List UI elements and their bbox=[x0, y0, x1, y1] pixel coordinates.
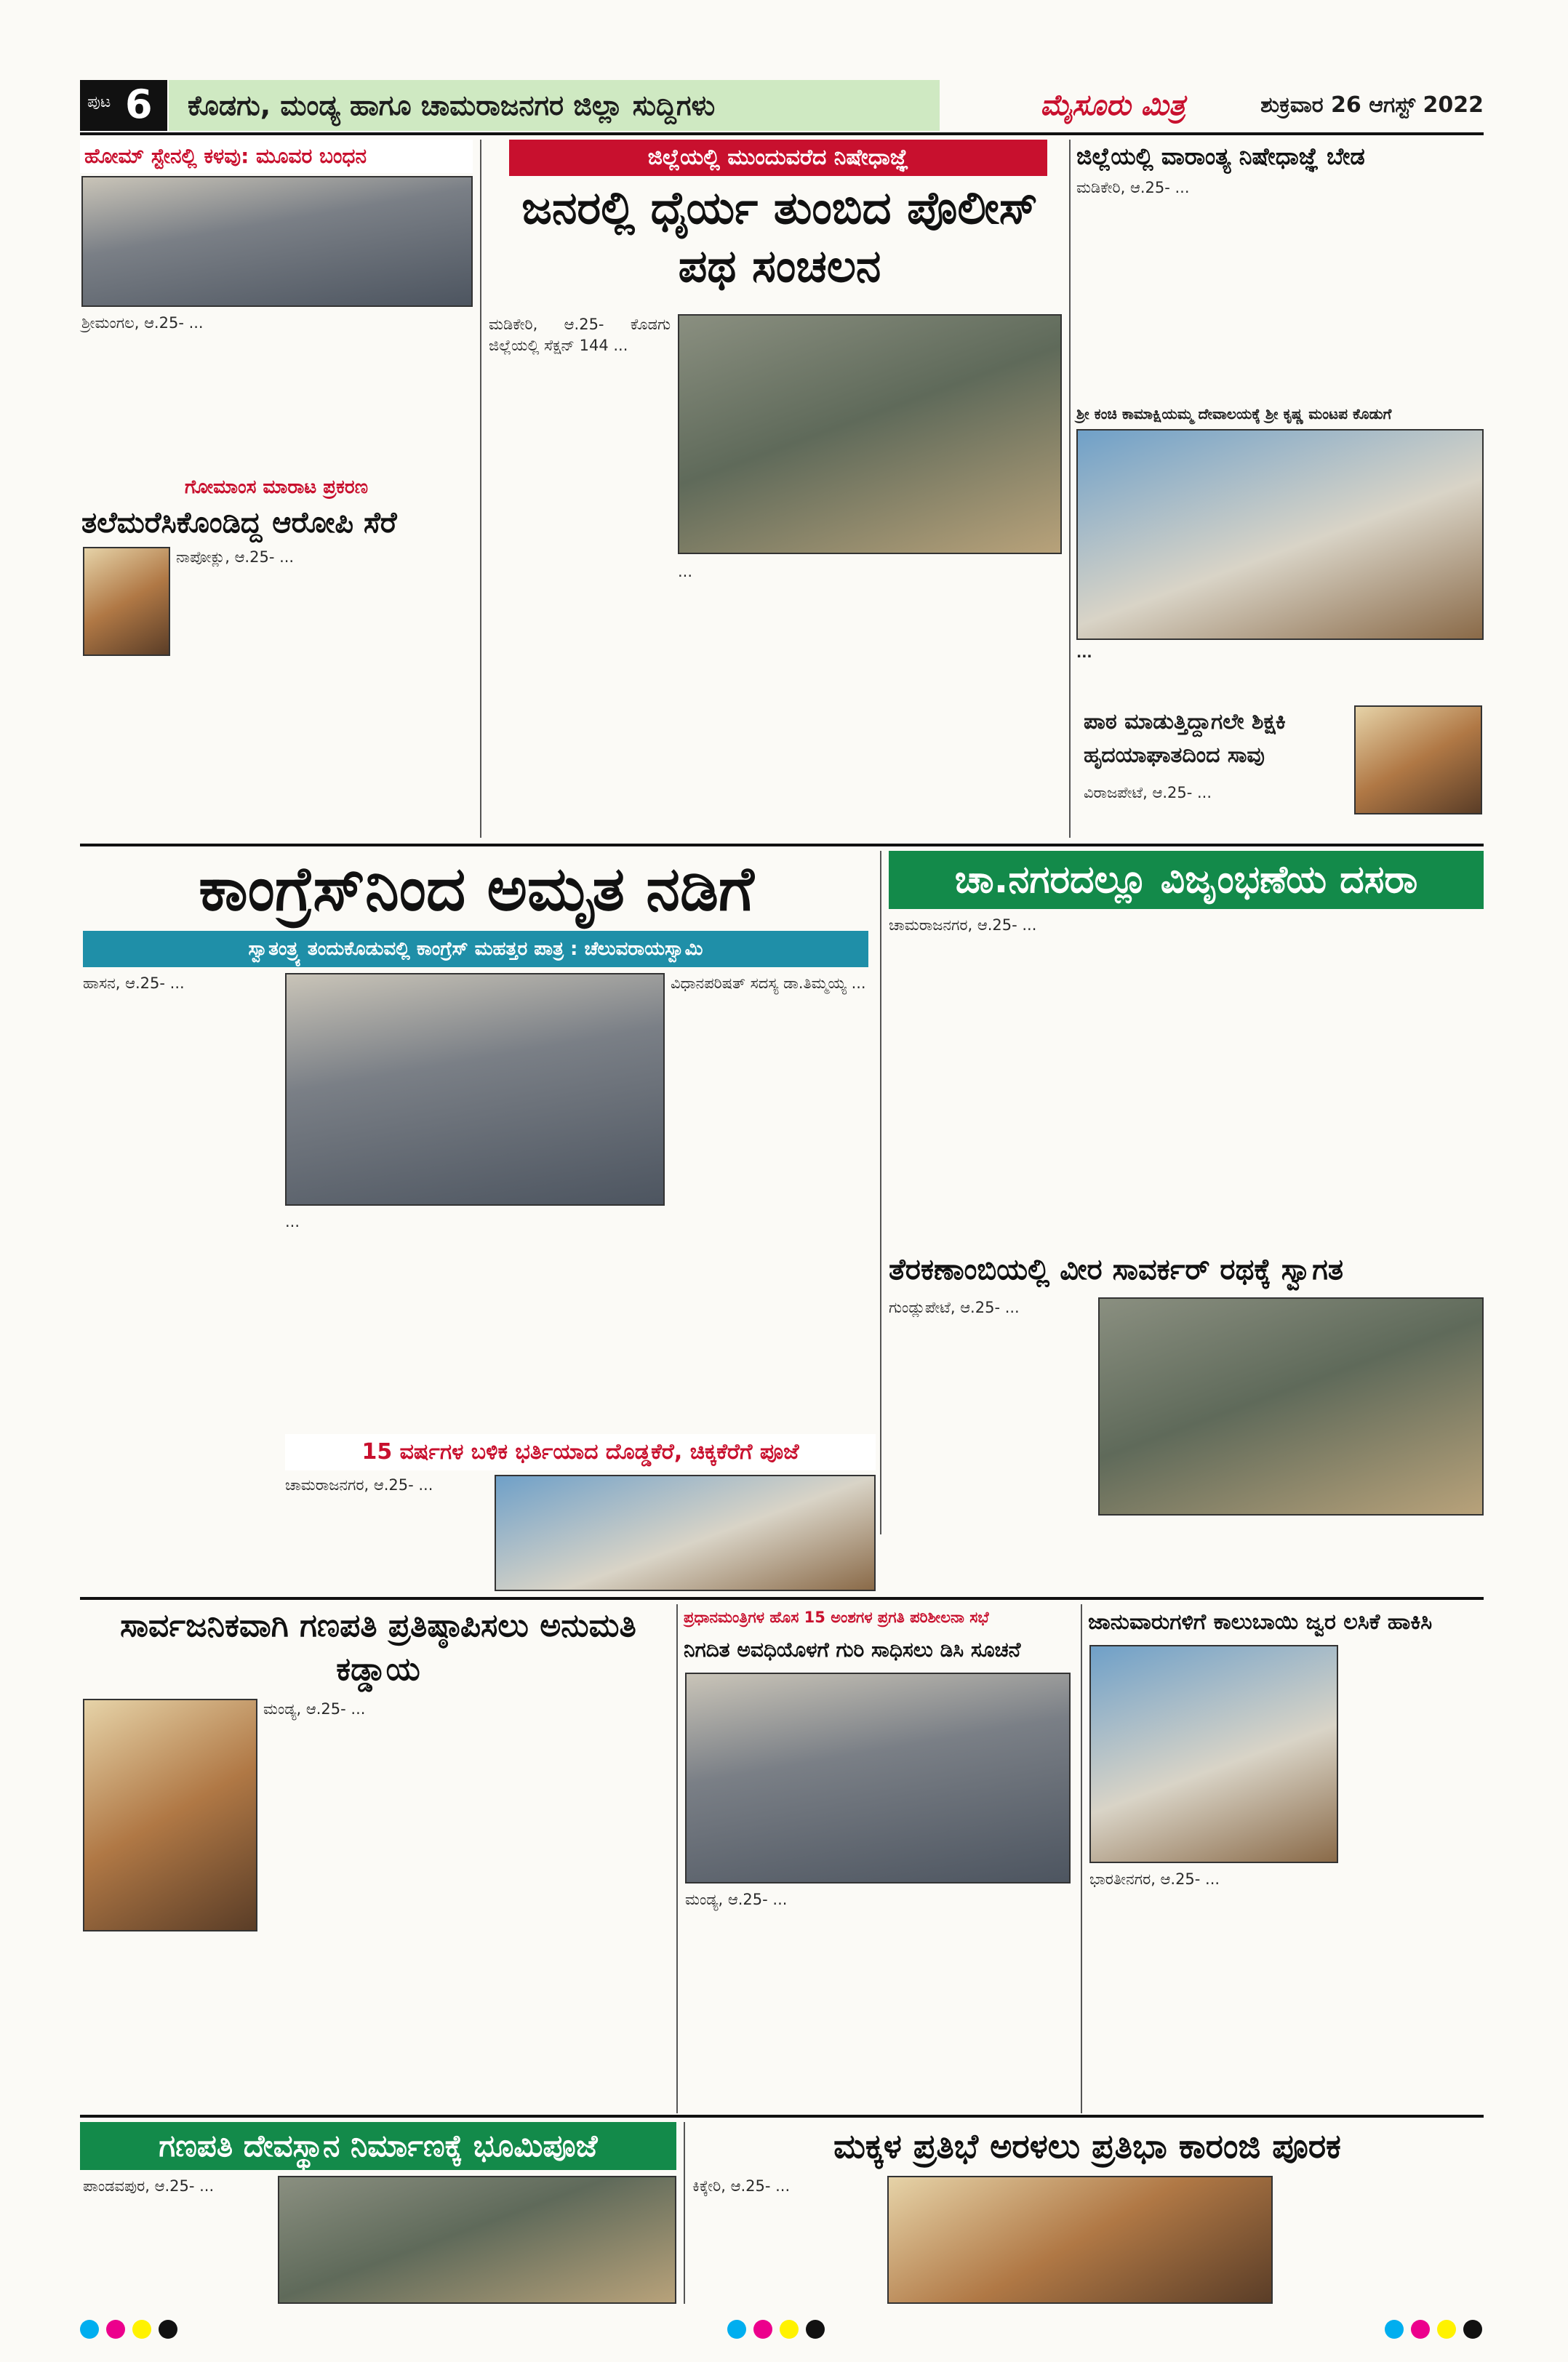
section-rule bbox=[80, 844, 1484, 846]
column-rule bbox=[684, 2122, 685, 2304]
homestay-photo bbox=[81, 176, 473, 307]
column-rule bbox=[1081, 1604, 1082, 2113]
dasara-body: ಚಾಮರಾಜನಗರ, ಆ.25- ... bbox=[889, 916, 1037, 934]
homestay-headline: ಹೋಮ್ ಸ್ಟೇನಲ್ಲಿ ಕಳವು: ಮೂವರ ಬಂಧನ bbox=[80, 140, 473, 173]
amrit-body-right: ವಿಧಾನಪರಿಷತ್ ಸದಸ್ಯ ಡಾ.ತಿಮ್ಮಯ್ಯ ... bbox=[671, 974, 866, 992]
beef-body: ನಾಪೋಕ್ಲು, ಆ.25- ... bbox=[176, 548, 295, 566]
temple-caption: ... bbox=[1076, 645, 1092, 661]
registration-dot bbox=[1437, 2320, 1456, 2339]
curfew-march-photo bbox=[678, 314, 1062, 554]
pm-kicker: ಪ್ರಧಾನಮಂತ್ರಿಗಳ ಹೊಸ 15 ಅಂಶಗಳ ಪ್ರಗತಿ ಪರಿಶೀಲನಾ ಸಭೆ bbox=[684, 1609, 989, 1626]
curfew-body-left: ಮಡಿಕೇರಿ, ಆ.25- ಕೊಡಗು ಜಿಲ್ಲೆಯಲ್ಲಿ ಸೆಕ್ಷನ್ 144 ... bbox=[489, 316, 676, 354]
amrit-subhead: ಸ್ವಾತಂತ್ರ್ಯ ತಂದುಕೊಡುವಲ್ಲಿ ಕಾಂಗ್ರೆಸ್ ಮಹತ್ತರ ಪಾತ್ರ : ಚೆಲುವರಾಯಸ್ವಾಮಿ bbox=[83, 931, 868, 967]
amrit-photo bbox=[285, 973, 665, 1206]
lumpy-body: ಭಾರತೀನಗರ, ಆ.25- ... bbox=[1089, 1870, 1220, 1888]
column-rule bbox=[1069, 140, 1071, 838]
curfew-headline: ಜನರಲ್ಲಿ ಧೈರ್ಯ ತುಂಬಿದ ಪೊಲೀಸ್ ಪಥ ಸಂಚಲನ bbox=[521, 181, 1038, 292]
temple-headline: ಶ್ರೀ ಕಂಚಿ ಕಾಮಾಕ್ಷಿಯಮ್ಮ ದೇವಾಲಯಕ್ಕೆ ಶ್ರೀ ಕೃಷ್ಣ ಮಂಟಪ ಕೊಡುಗೆ bbox=[1076, 405, 1392, 423]
registration-dot bbox=[1463, 2320, 1482, 2339]
beef-headline: ತಲೆಮರೆಸಿಕೊಂಡಿದ್ದ ಆರೋಪಿ ಸೆರೆ bbox=[81, 506, 397, 540]
teacher-body: ವಿರಾಜಪೇಟೆ, ಆ.25- ... bbox=[1084, 784, 1212, 801]
paper-name: ಮೈಸೂರು ಮಿತ್ರ bbox=[1040, 89, 1185, 122]
pm-body: ಮಂಡ್ಯ, ಆ.25- ... bbox=[685, 1891, 788, 1908]
registration-dot bbox=[132, 2320, 151, 2339]
ganapati-temple-body: ಪಾಂಡವಪುರ, ಆ.25- ... bbox=[83, 2177, 215, 2195]
registration-dot bbox=[159, 2320, 177, 2339]
lake-photo bbox=[495, 1475, 876, 1591]
pm-headline: ನಿಗದಿತ ಅವಧಿಯೊಳಗೆ ಗುರಿ ಸಾಧಿಸಲು ಡಿಸಿ ಸೂಚನೆ bbox=[684, 1638, 1021, 1662]
curfew-body-right: ... bbox=[678, 563, 693, 580]
column-rule bbox=[480, 140, 481, 838]
lake-headline: 15 ವರ್ಷಗಳ ಬಳಿಕ ಭರ್ತಿಯಾದ ದೊಡ್ಡಕೆರೆ, ಚಿಕ್ಕಕೆರೆಗೆ ಪೂಜೆ bbox=[285, 1434, 876, 1470]
savarkar-headline: ತೆರಕಣಾಂಬಿಯಲ್ಲಿ ವೀರ ಸಾವರ್ಕರ್ ರಥಕ್ಕೆ ಸ್ವಾಗತ bbox=[889, 1253, 1344, 1286]
ganapati-temple-photo bbox=[278, 2176, 676, 2304]
pratibha-body-right bbox=[1280, 2176, 1484, 2304]
temple-photo bbox=[1076, 429, 1484, 640]
registration-dot bbox=[1385, 2320, 1404, 2339]
pratibha-photo bbox=[887, 2176, 1273, 2304]
ganapati-temple-headline: ಗಣಪತಿ ದೇವಸ್ಥಾನ ನಿರ್ಮಾಣಕ್ಕೆ ಭೂಮಿಪೂಜೆ bbox=[80, 2122, 676, 2170]
lake-body: ಚಾಮರಾಜನಗರ, ಆ.25- ... bbox=[285, 1476, 433, 1494]
pm-meeting-photo bbox=[685, 1673, 1071, 1883]
beef-kicker: ಗೋಮಾಂಸ ಮಾರಾಟ ಪ್ರಕರಣ bbox=[184, 476, 369, 498]
masthead bbox=[80, 80, 1484, 132]
registration-dot bbox=[106, 2320, 125, 2339]
pratibha-headline: ಮಕ್ಕಳ ಪ್ರತಿಭೆ ಅರಳಲು ಪ್ರತಿಭಾ ಕಾರಂಜಿ ಪೂರಕ bbox=[833, 2126, 1341, 2166]
beef-accused-photo bbox=[83, 547, 170, 656]
column-rule bbox=[880, 851, 881, 1534]
column-rule bbox=[676, 1604, 678, 2113]
teacher-headline: ಪಾಠ ಮಾಡುತ್ತಿದ್ದಾಗಲೇ ಶಿಕ್ಷಕಿ ಹೃದಯಾಘಾತದಿಂದ ಸಾವು bbox=[1084, 709, 1286, 768]
registration-dot bbox=[727, 2320, 746, 2339]
registration-dot bbox=[1411, 2320, 1430, 2339]
lumpy-headline: ಜಾನುವಾರುಗಳಿಗೆ ಕಾಲುಬಾಯಿ ಜ್ವರ ಲಸಿಕೆ ಹಾಕಿಸಿ bbox=[1088, 1609, 1433, 1635]
amrit-body-mid: ... bbox=[285, 1213, 300, 1230]
page-number: 6 bbox=[125, 81, 153, 127]
masthead-rule bbox=[80, 132, 1484, 135]
registration-dot bbox=[806, 2320, 825, 2339]
section-rule bbox=[80, 1597, 1484, 1600]
weekend-curfew-headline: ಜಿಲ್ಲೆಯಲ್ಲಿ ವಾರಾಂತ್ಯ ನಿಷೇಧಾಜ್ಞೆ ಬೇಡ bbox=[1076, 143, 1365, 170]
section-title: ಕೊಡಗು, ಮಂಡ್ಯ ಹಾಗೂ ಚಾಮರಾಜನಗರ ಜಿಲ್ಲಾ ಸುದ್ದಿಗಳು bbox=[169, 80, 940, 131]
registration-dot bbox=[80, 2320, 99, 2339]
savarkar-body: ಗುಂಡ್ಲುಪೇಟೆ, ಆ.25- ... bbox=[889, 1299, 1020, 1316]
pratibha-body: ಕಿಕ್ಕೇರಿ, ಆ.25- ... bbox=[692, 2177, 791, 2195]
amrit-body-left: ಹಾಸನ, ಆ.25- ... bbox=[83, 974, 185, 992]
section-rule bbox=[80, 2115, 1484, 2118]
ganapati-permission-headline: ಸಾರ್ವಜನಿಕವಾಗಿ ಗಣಪತಿ ಪ್ರತಿಷ್ಠಾಪಿಸಲು ಅನುಮತಿ ಕಡ್ಡಾಯ bbox=[120, 1607, 636, 1688]
lumpy-photo bbox=[1089, 1645, 1338, 1863]
registration-dot bbox=[753, 2320, 772, 2339]
homestay-body: ಶ್ರೀಮಂಗಲ, ಆ.25- ... bbox=[81, 314, 204, 332]
registration-dot bbox=[780, 2320, 799, 2339]
curfew-kicker: ಜಿಲ್ಲೆಯಲ್ಲಿ ಮುಂದುವರೆದ ನಿಷೇಧಾಜ್ಞೆ bbox=[509, 140, 1047, 176]
ganapati-permission-body: ಮಂಡ್ಯ, ಆ.25- ... bbox=[263, 1700, 366, 1718]
weekend-curfew-body: ಮಡಿಕೇರಿ, ಆ.25- ... bbox=[1076, 179, 1190, 196]
amrit-headline: ಕಾಂಗ್ರೆಸ್‌ನಿಂದ ಅಮೃತ ನಡಿಗೆ bbox=[199, 853, 754, 924]
issue-date: ಶುಕ್ರವಾರ 26 ಆಗಸ್ಟ್ 2022 bbox=[1260, 92, 1484, 118]
ganapati-idol-photo bbox=[83, 1699, 257, 1931]
teacher-photo bbox=[1354, 705, 1482, 814]
page-label: ಪುಟ bbox=[87, 93, 111, 111]
savarkar-photo bbox=[1098, 1297, 1484, 1516]
page-number-box bbox=[80, 80, 167, 131]
dasara-headline: ಚಾ.ನಗರದಲ್ಲೂ ವಿಜೃಂಭಣೆಯ ದಸರಾ bbox=[889, 851, 1484, 909]
